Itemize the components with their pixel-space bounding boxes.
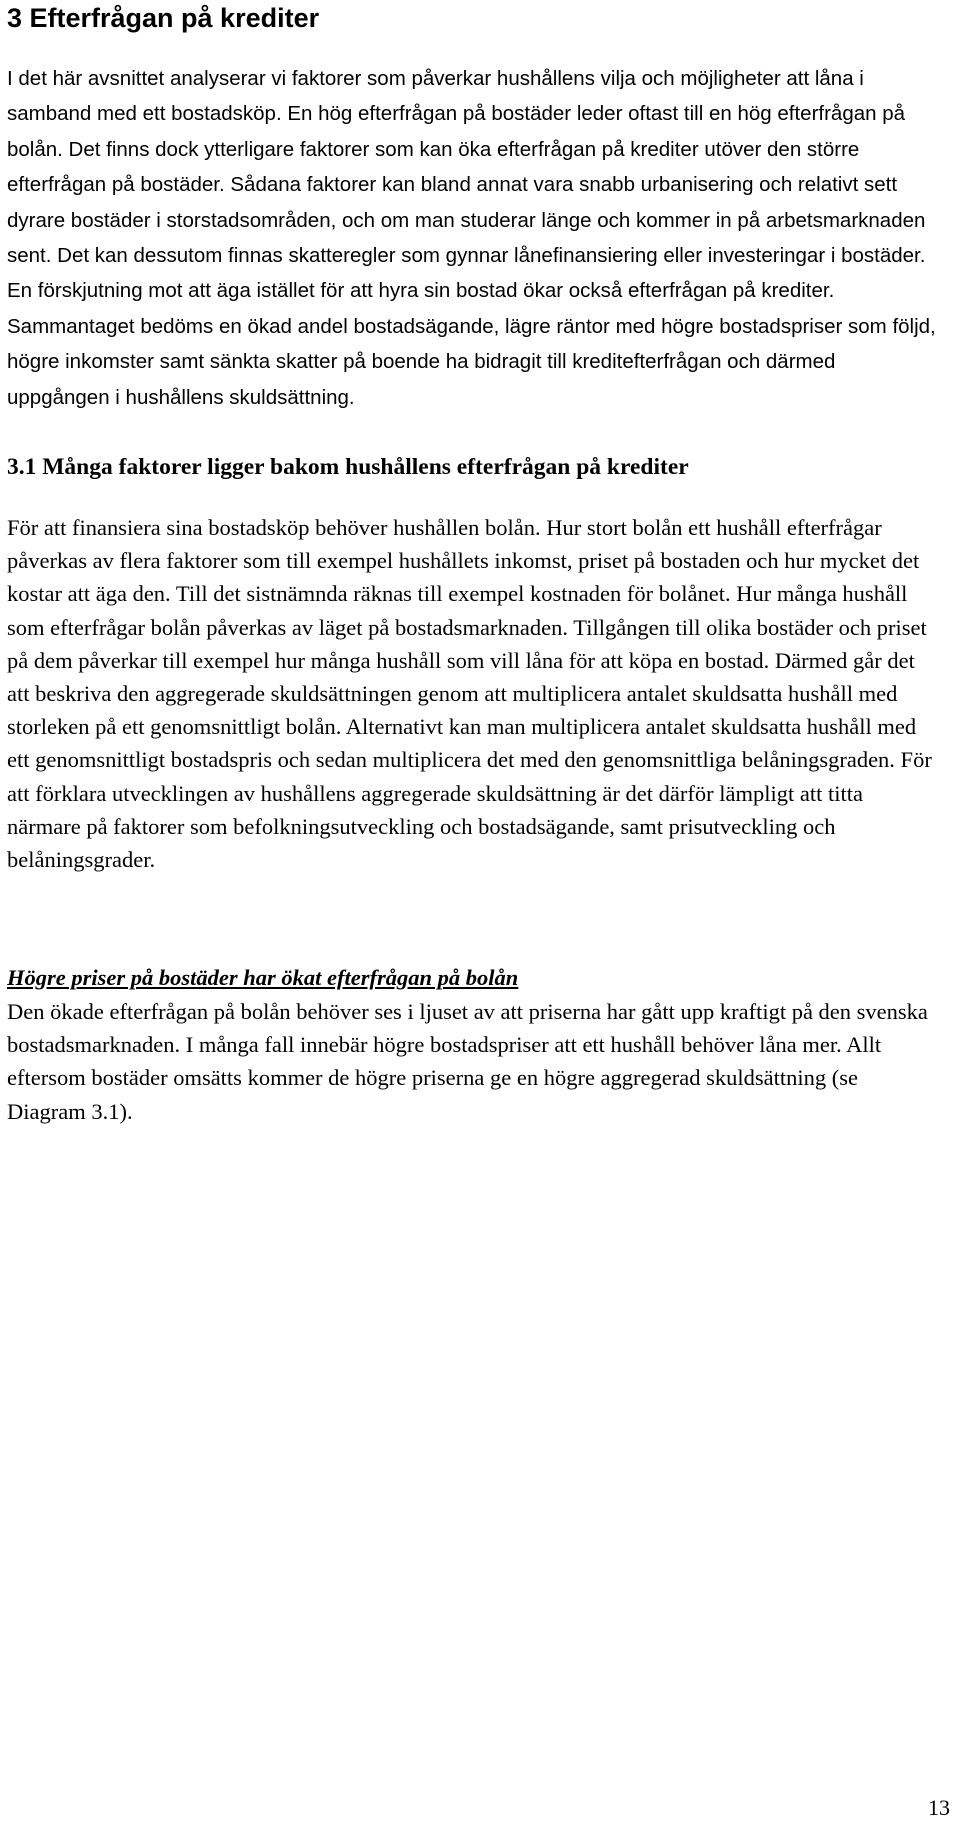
section-3-1-paragraph: För att finansiera sina bostadsköp behöver hushållen bolån. Hur stort bolån ett hushåll efterfrågar påverkas av flera faktorer som till exempel hushållets inkomst, priset på bostaden och hur mycket det kostar att äga den. Till det sistnämnda räknas till exempel kostnaden för bolånet. Hur många hushåll som efterfrågar bolån påverkas av läget på bostadsmarknaden. Tillgången till olika bostäder och priset på dem påverkar till exempel hur många hushåll som vill låna för att köpa en bostad. Därmed går det att beskriva den aggregerade skuldsättningen genom att multiplicera antalet skuldsatta hushåll med storleken på ett genomsnittligt bolån. Alternativt kan man multiplicera antalet skuldsatta hushåll med ett genomsnittligt bostadspris och sedan multiplicera det med den genomsnittliga belåningsgraden. För att förklara utvecklingen av hushållens aggregerade skuldsättning är det därför lämpligt att titta närmare på faktorer som befolkningsutveckling och bostadsägande, samt prisutveckling och belåningsgrader. [7,515,932,873]
page-number: 13 [928,1795,950,1820]
subsection-prices-paragraph: Den ökade efterfrågan på bolån behöver ses i ljuset av att priserna har gått upp kraftigt på den svenska bostadsmarknaden. I många fall innebär högre bostadspriser att ett hushåll behöver låna mer. Allt eftersom bostäder omsätts kommer de högre priserna ge en högre aggregerad skuldsättning (se Diagram 3.1). [7,999,928,1124]
section-heading-3-1: 3.1 Många faktorer ligger bakom hushållens efterfrågan på krediter [7,454,689,480]
subsection-heading-prices: Högre priser på bostäder har ökat efterfrågan på bolån [7,965,519,990]
intro-paragraph: I det här avsnittet analyserar vi faktorer som påverkar hushållens vilja och möjligheter att låna i samband med ett bostadsköp. En hög efterfrågan på bostäder leder oftast till en hög efterfrågan på bolån. Det finns dock ytterligare faktorer som kan öka efterfrågan på krediter utöver den större efterfrågan på bostäder. Sådana faktorer kan bland annat vara snabb urbanisering och relativt sett dyrare bostäder i storstadsområden, och om man studerar länge och kommer in på arbetsmarknaden sent. Det kan dessutom finnas skatteregler som gynnar lånefinansiering eller investeringar i bostäder. En förskjutning mot att äga istället för att hyra sin bostad ökar också efterfrågan på krediter. Sammantaget bedöms en ökad andel bostadsägande, lägre räntor med högre bostadspriser som följd, högre inkomster samt sänkta skatter på boende ha bidragit till kreditefterfrågan och därmed uppgången i hushållens skuldsättning. [7,67,936,409]
chapter-heading: 3 Efterfrågan på krediter [7,3,320,33]
